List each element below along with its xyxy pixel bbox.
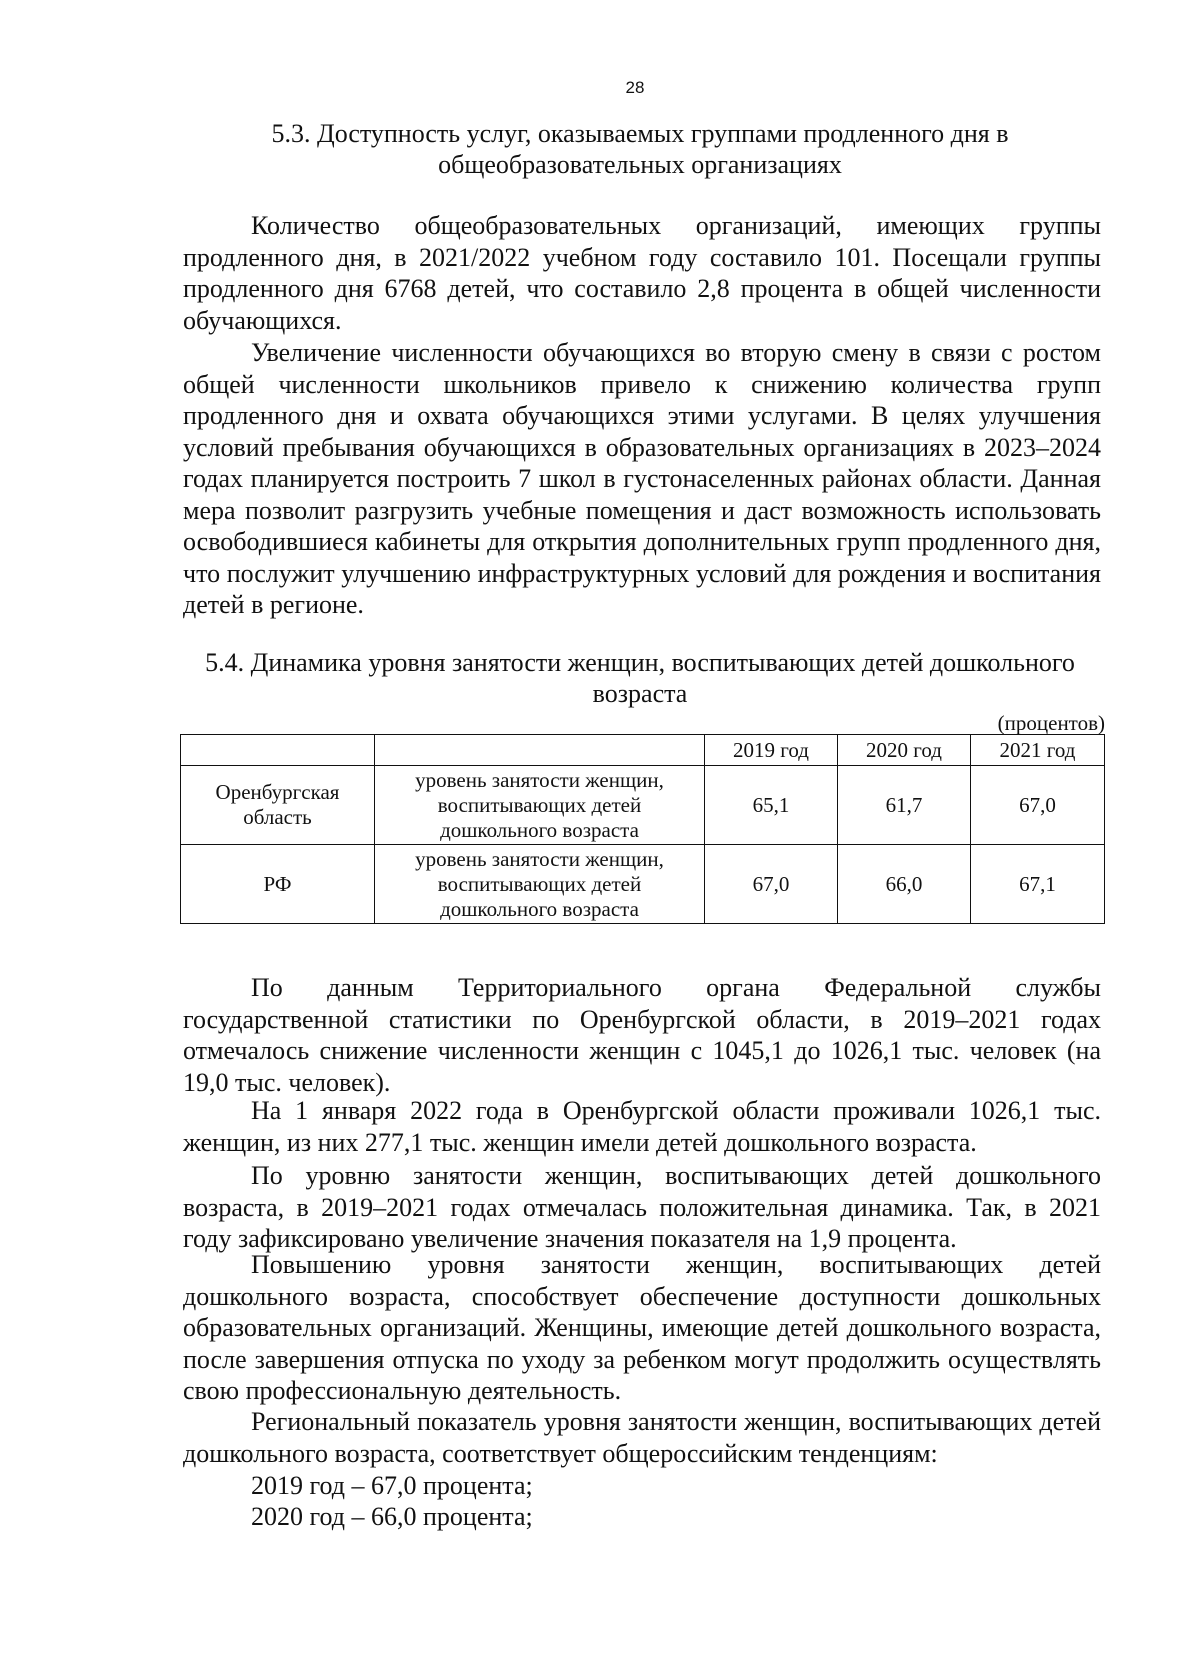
section-5-3-title: 5.3. Доступность услуг, оказываемых группами продленного дня в общеобразовательных организациях xyxy=(271,119,1009,179)
page-number: 28 xyxy=(625,78,645,97)
paragraph: Увеличение численности обучающихся во вторую смену в связи с ростом общей численности школьников привело к снижению количества групп продленного дня и охвата обучающихся этими услугами. В целях улучшения условий пребывания обучающихся в образовательных организациях в 2023–2024 годах планируется построить 7 школ в густонаселенных районах области. Данная мера позволит разгрузить учебные помещения и даст возможность использовать освободившиеся кабинеты для открытия дополнительных групп продленного дня, что послужит улучшению инфраструктурных условий для рождения и воспитания детей в регионе. xyxy=(183,338,1101,619)
table-cell-value: 67,0 xyxy=(971,766,1105,845)
table-row xyxy=(181,845,1105,924)
table-header-row xyxy=(181,735,1105,766)
paragraph: Региональный показатель уровня занятости женщин, воспитывающих детей дошкольного возраста, соответствует общероссийским тенденциям: xyxy=(183,1407,1101,1468)
table-row xyxy=(181,766,1105,845)
table-header-cell xyxy=(181,735,375,766)
list-item: 2019 год – 67,0 процента; xyxy=(251,1471,533,1500)
table-cell-value: 66,0 xyxy=(838,845,971,924)
section-5-4-title: 5.4. Динамика уровня занятости женщин, воспитывающих детей дошкольного возраста xyxy=(205,648,1075,708)
table-header-cell: 2020 год xyxy=(838,735,971,766)
paragraph: Количество общеобразовательных организаций, имеющих группы продленного дня, в 2021/2022 учебном году составило 101. Посещали группы продленного дня 6768 детей, что составило 2,8 процента в общей численности обучающихся. xyxy=(183,211,1101,335)
table-header-cell: 2021 год xyxy=(971,735,1105,766)
table-cell-region: РФ xyxy=(181,845,375,924)
table-unit-note: (процентов) xyxy=(997,711,1105,735)
paragraph: На 1 января 2022 года в Оренбургской области проживали 1026,1 тыс. женщин, из них 277,1 тыс. женщин имели детей дошкольного возраста. xyxy=(183,1096,1101,1157)
table-cell-region: Оренбургская область xyxy=(181,766,375,845)
table-cell-value: 67,0 xyxy=(705,845,838,924)
table-header-cell xyxy=(375,735,705,766)
table-cell-value: 61,7 xyxy=(838,766,971,845)
employment-table xyxy=(180,734,1105,924)
table-cell-indicator: уровень занятости женщин, воспитывающих детей дошкольного возраста xyxy=(375,766,705,845)
table-cell-value: 67,1 xyxy=(971,845,1105,924)
paragraph: По данным Территориального органа Федеральной службы государственной статистики по Оренбургской области, в 2019–2021 годах отмечалось снижение численности женщин с 1045,1 до 1026,1 тыс. человек (на 19,0 тыс. человек). xyxy=(183,973,1101,1097)
list-item: 2020 год – 66,0 процента; xyxy=(251,1502,533,1531)
paragraph: По уровню занятости женщин, воспитывающих детей дошкольного возраста, в 2019–2021 годах отмечалась положительная динамика. Так, в 2021 году зафиксировано увеличение значения показателя на 1,9 процента. xyxy=(183,1161,1101,1253)
table-cell-value: 65,1 xyxy=(705,766,838,845)
table-header-cell: 2019 год xyxy=(705,735,838,766)
table-cell-indicator: уровень занятости женщин, воспитывающих детей дошкольного возраста xyxy=(375,845,705,924)
paragraph: Повышению уровня занятости женщин, воспитывающих детей дошкольного возраста, способствует обеспечение доступности дошкольных образовательных организаций. Женщины, имеющие детей дошкольного возраста, после завершения отпуска по уходу за ребенком могут продолжить осуществлять свою профессиональную деятельность. xyxy=(183,1250,1101,1405)
